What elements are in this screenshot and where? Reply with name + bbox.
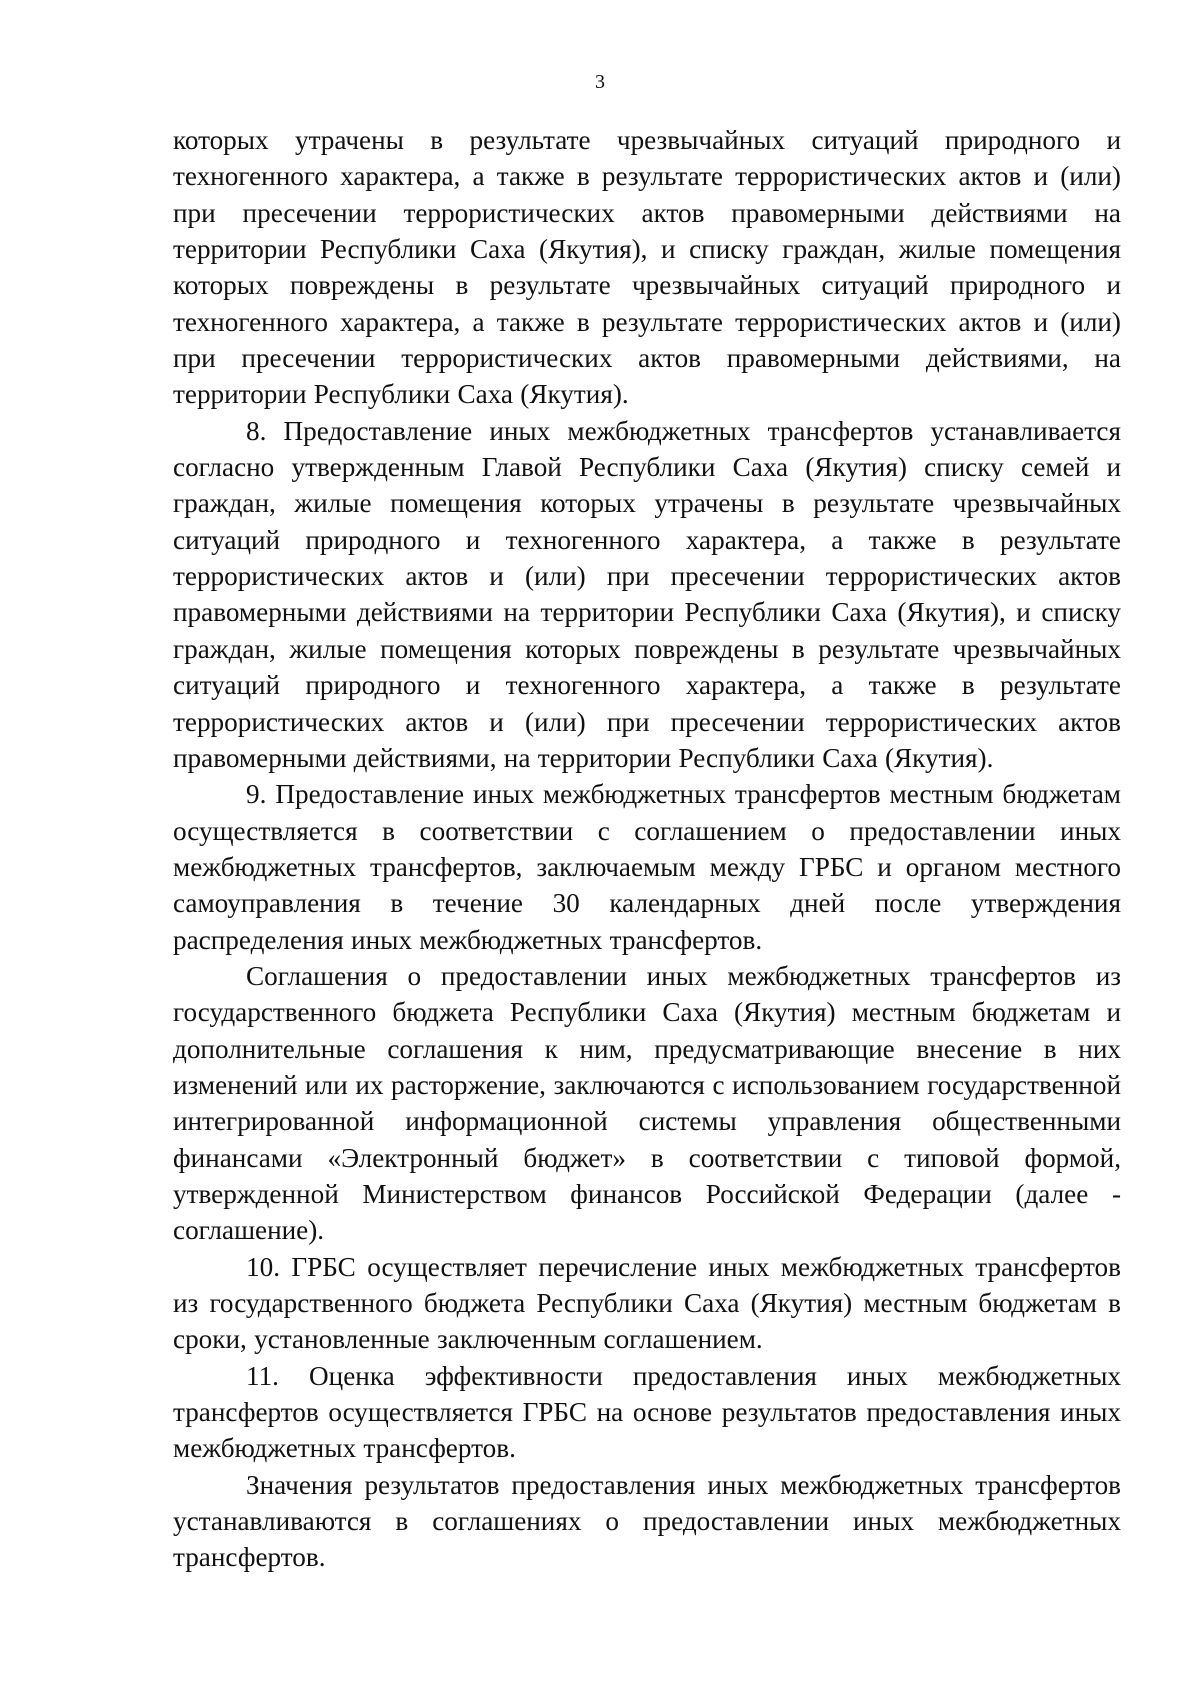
- paragraph-item-10: 10. ГРБС осуществляет перечисление иных межбюджетных трансфертов из государственного бюджета Республики Саха (Якутия) местным бюджетам в сроки, установленные заключенным соглашением.: [173, 1251, 1121, 1355]
- document-body: [173, 122, 1121, 1576]
- paragraph-item-11: 11. Оценка эффективности предоставления иных межбюджетных трансфертов осуществляется ГРБС на основе результатов предоставления иных межбюджетных трансфертов.: [173, 1360, 1121, 1464]
- paragraph-item-9: 9. Предоставление иных межбюджетных трансфертов местным бюджетам осуществляется в соответствии с соглашением о предоставлении иных межбюджетных трансфертов, заключаемым между ГРБС и органом местного самоуправления в течение 30 календарных дней после утверждения распределения иных межбюджетных трансфертов.: [173, 779, 1121, 955]
- page-number: 3: [595, 71, 605, 93]
- paragraph-continuation: которых утрачены в результате чрезвычайных ситуаций природного и техногенного характера, а также в результате террористических актов и (или) при пресечении террористических актов правомерными действиями на территории Республики Саха (Якутия), и списку граждан, жилые помещения которых повреждены в результате чрезвычайных ситуаций природного и техногенного характера, а также в результате террористических актов и (или) при пресечении террористических актов правомерными действиями, на территории Республики Саха (Якутия).: [173, 125, 1121, 410]
- paragraph-agreements: Соглашения о предоставлении иных межбюджетных трансфертов из государственного бюджета Республики Саха (Якутия) местным бюджетам и дополнительные соглашения к ним, предусматривающие внесение в них изменений или их расторжение, заключаются с использованием государственной интегрированной информационной системы управления общественными финансами «Электронный бюджет» в соответствии с типовой формой, утвержденной Министерством финансов Российской Федерации (далее - соглашение).: [173, 960, 1121, 1246]
- paragraph-result-values: Значения результатов предоставления иных межбюджетных трансфертов устанавливаются в соглашениях о предоставлении иных межбюджетных трансфертов.: [173, 1469, 1121, 1573]
- paragraph-item-8: 8. Предоставление иных межбюджетных трансфертов устанавливается согласно утвержденным Главой Республики Саха (Якутия) списку семей и граждан, жилые помещения которых утрачены в результате чрезвычайных ситуаций природного и техногенного характера, а также в результате террористических актов и (или) при пресечении террористических актов правомерными действиями на территории Республики Саха (Якутия), и списку граждан, жилые помещения которых повреждены в результате чрезвычайных ситуаций природного и техногенного характера, а также в результате террористических актов и (или) при пресечении террористических актов правомерными действиями, на территории Республики Саха (Якутия).: [173, 415, 1121, 773]
